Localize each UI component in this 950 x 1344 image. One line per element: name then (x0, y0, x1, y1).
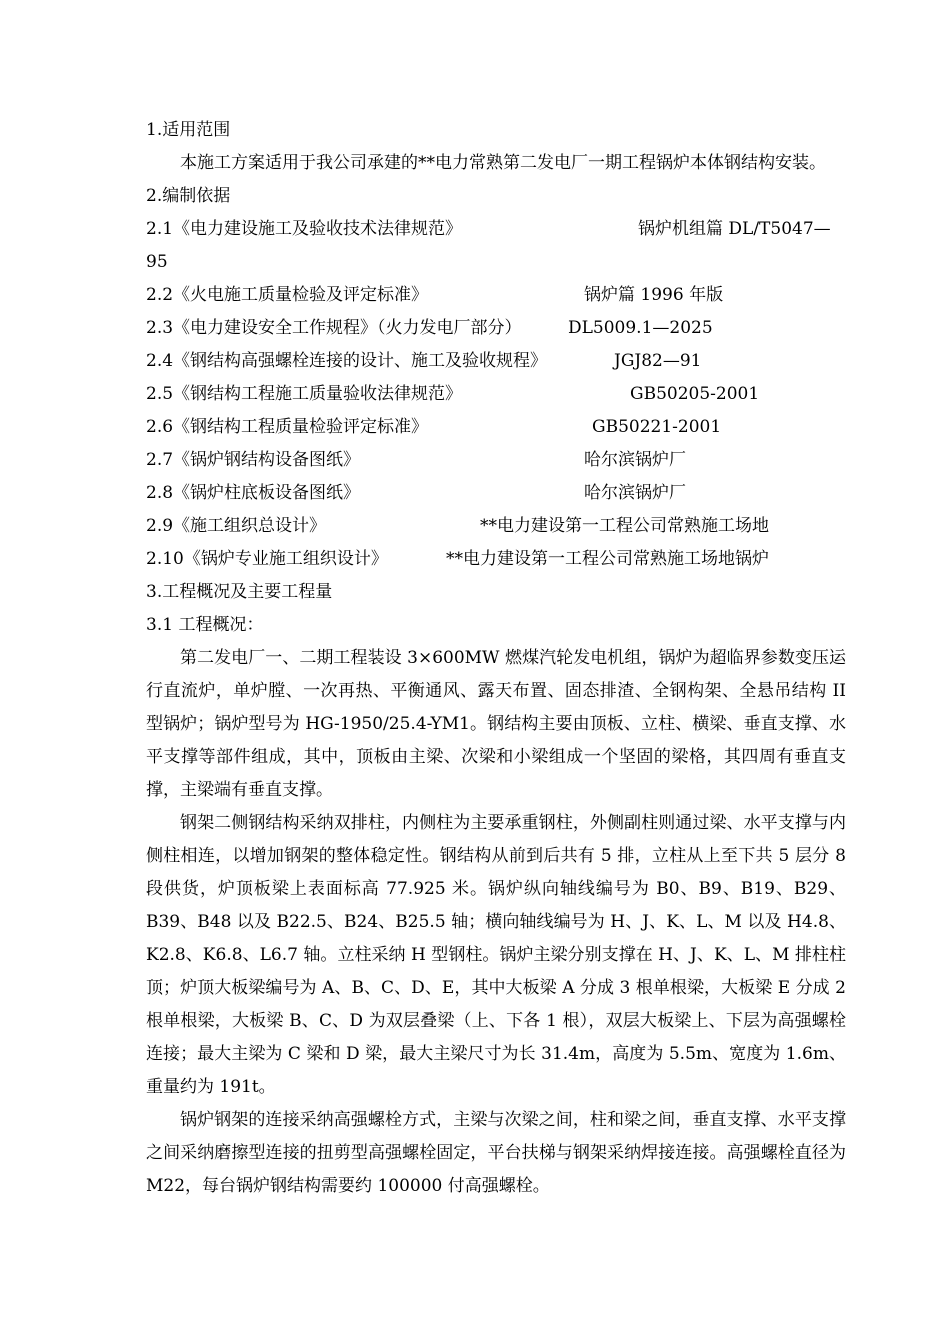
reference-item (146, 477, 846, 510)
reference-item (146, 378, 846, 411)
reference-source: **电力建设第一工程公司常熟施工场地 (480, 516, 769, 536)
reference-source: 哈尔滨锅炉厂 (584, 450, 686, 470)
reference-title: 2.8《锅炉柱底板设备图纸》 (146, 483, 361, 503)
section-3-heading: 3.工程概况及主要工程量 (146, 582, 333, 602)
reference-title: 2.4《钢结构高强螺栓连接的设计、施工及验收规程》 (146, 351, 548, 371)
reference-source: 哈尔滨锅炉厂 (584, 483, 686, 503)
reference-code: 锅炉篇 1996 年版 (584, 285, 724, 305)
reference-item (146, 279, 846, 312)
reference-item (146, 411, 846, 444)
reference-item (146, 213, 846, 246)
reference-title: 2.1《电力建设施工及验收技术法律规范》 (146, 219, 463, 239)
section-3-1-heading: 3.1 工程概况： (146, 615, 264, 635)
reference-code: DL5009.1—2025 (568, 318, 713, 338)
reference-code: GB50205-2001 (630, 384, 760, 404)
overview-paragraph: 钢架二侧钢结构采纳双排柱，内侧柱为主要承重钢柱，外侧副柱则通过梁、水平支撑与内侧柱相连，以增加钢架的整体稳定性。钢结构从前到后共有 5 排，立柱从上至下共 5 层分 8 段供货，炉顶板梁上表面标高 77.925 米。锅炉纵向轴线编号为 B0、B9、B19、B29、B39、B48 以及 B22.5、B24、B25.5 轴；横向轴线编号为 H、J、K、L、M 以及 H4.8、K2.8、K6.8、L6.7 轴。立柱采纳 H 型钢柱。锅炉主梁分别支撑在 H、J、K、L、M 排柱柱顶；炉顶大板梁编号为 A、B、C、D、E，其中大板梁 A 分成 3 根单根梁，大板梁 E 分成 2 根单根梁，大板梁 B、C、D 为双层叠梁（上、下各 1 根），双层大板梁上、下层为高强螺栓连接；最大主梁为 C 梁和 D 梁，最大主梁尺寸为长 31.4m，高度为 5.5m、宽度为 1.6m、重量约为 191t。 (146, 813, 846, 1097)
section-1-body: 本施工方案适用于我公司承建的**电力常熟第二发电厂一期工程锅炉本体钢结构安装。 (180, 153, 826, 173)
document-body (146, 114, 846, 1203)
reference-code: JGJ82—91 (614, 351, 702, 371)
reference-title: 2.5《钢结构工程施工质量验收法律规范》 (146, 384, 463, 404)
reference-title: 2.3《电力建设安全工作规程》（火力发电厂部分） (146, 318, 522, 338)
reference-item (146, 345, 846, 378)
reference-title: 2.10《锅炉专业施工组织设计》 (146, 549, 388, 569)
reference-item (146, 543, 846, 576)
section-2-heading: 2.编制依据 (146, 186, 231, 206)
reference-item (146, 444, 846, 477)
reference-title: 2.7《锅炉钢结构设备图纸》 (146, 450, 361, 470)
reference-item (146, 312, 846, 345)
reference-title: 2.2《火电施工质量检验及评定标准》 (146, 285, 429, 305)
reference-item (146, 510, 846, 543)
section-1-heading: 1.适用范围 (146, 120, 231, 140)
reference-code-continued: 95 (146, 252, 168, 272)
reference-title: 2.9《施工组织总设计》 (146, 516, 327, 536)
reference-title: 2.6《钢结构工程质量检验评定标准》 (146, 417, 429, 437)
overview-paragraph: 锅炉钢架的连接采纳高强螺栓方式，主梁与次梁之间，柱和梁之间，垂直支撑、水平支撑之间采纳磨擦型连接的扭剪型高强螺栓固定，平台扶梯与钢架采纳焊接连接。高强螺栓直径为 M22，每台锅炉钢结构需要约 100000 付高强螺栓。 (146, 1110, 846, 1196)
reference-code: GB50221-2001 (592, 417, 722, 437)
overview-paragraph: 第二发电厂一、二期工程装设 3×600MW 燃煤汽轮发电机组，锅炉为超临界参数变压运行直流炉，单炉膛、一次再热、平衡通风、露天布置、固态排渣、全钢构架、全悬吊结构 II 型锅炉；锅炉型号为 HG-1950/25.4-YM1。钢结构主要由顶板、立柱、横梁、垂直支撑、水平支撑等部件组成，其中，顶板由主梁、次梁和小梁组成一个坚固的梁格，其四周有垂直支撑，主梁端有垂直支撑。 (146, 648, 846, 800)
reference-code: 锅炉机组篇 DL/T5047— (638, 219, 831, 239)
reference-source: **电力建设第一工程公司常熟施工场地锅炉 (446, 549, 769, 569)
